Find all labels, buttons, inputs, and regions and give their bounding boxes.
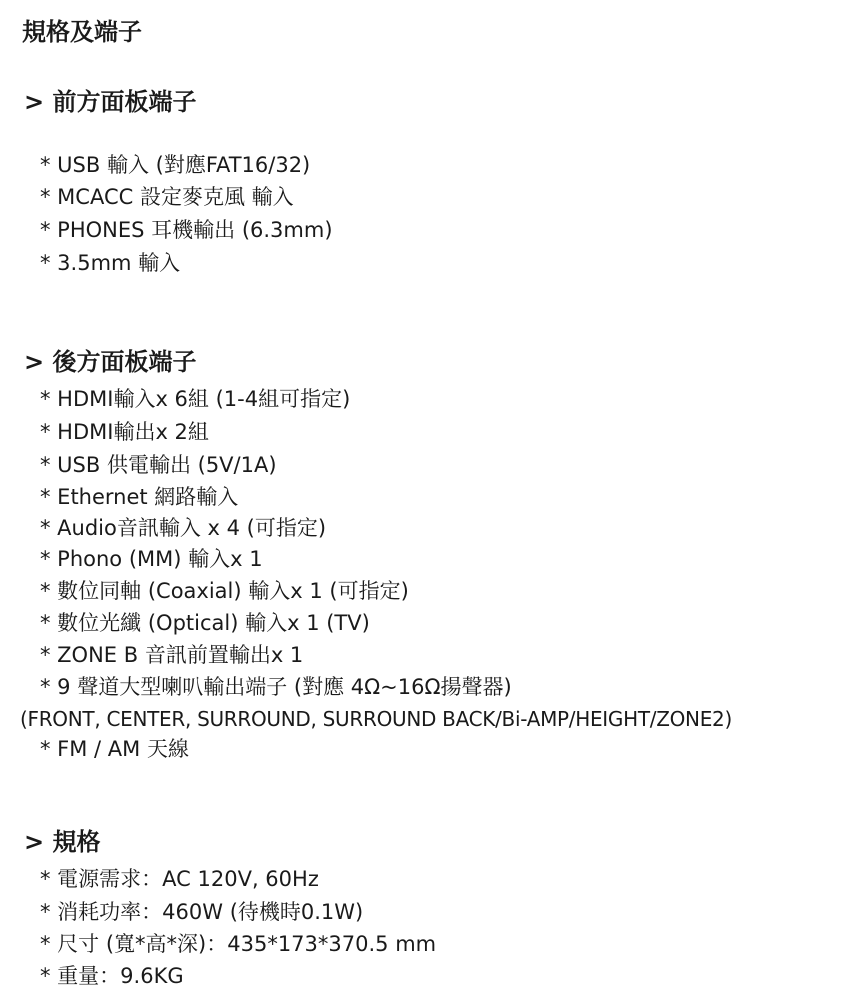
specs-heading: > 規格 (24, 828, 101, 856)
list-item: * USB 供電輸出 (5V/1A) (40, 453, 277, 477)
page-title: 規格及端子 (22, 18, 142, 46)
list-item: * PHONES 耳機輸出 (6.3mm) (40, 218, 333, 242)
list-item: * 數位同軸 (Coaxial) 輸入x 1 (可指定) (40, 579, 409, 603)
list-item: * 尺寸 (寬*高*深)：435*173*370.5 mm (40, 932, 437, 956)
list-item: * 9 聲道大型喇叭輸出端子 (對應 4Ω~16Ω揚聲器) (40, 675, 512, 699)
front-panel-heading: > 前方面板端子 (24, 88, 197, 116)
list-item: * 消耗功率：460W (待機時0.1W) (40, 900, 364, 924)
list-item: * FM / AM 天線 (40, 737, 189, 761)
list-item: * 數位光纖 (Optical) 輸入x 1 (TV) (40, 611, 370, 635)
list-item: * 電源需求：AC 120V, 60Hz (40, 867, 319, 891)
list-item: * ZONE B 音訊前置輸出x 1 (40, 643, 304, 667)
list-item: * USB 輸入 (對應FAT16/32) (40, 153, 311, 177)
list-item: * Phono (MM) 輸入x 1 (40, 547, 263, 571)
list-item: * 3.5mm 輸入 (40, 251, 181, 275)
list-item: * Audio音訊輸入 x 4 (可指定) (40, 516, 327, 540)
list-item: * HDMI輸入x 6組 (1-4組可指定) (40, 387, 351, 411)
list-item: * 重量：9.6KG (40, 964, 184, 988)
rear-panel-heading: > 後方面板端子 (24, 348, 197, 376)
list-item: * HDMI輸出x 2組 (40, 420, 209, 444)
list-item: * MCACC 設定麥克風 輸入 (40, 185, 294, 209)
list-item: * Ethernet 網路輸入 (40, 485, 239, 509)
list-item-continuation: (FRONT, CENTER, SURROUND, SURROUND BACK/Bi-AMP/HEIGHT/ZONE2) (20, 707, 732, 731)
